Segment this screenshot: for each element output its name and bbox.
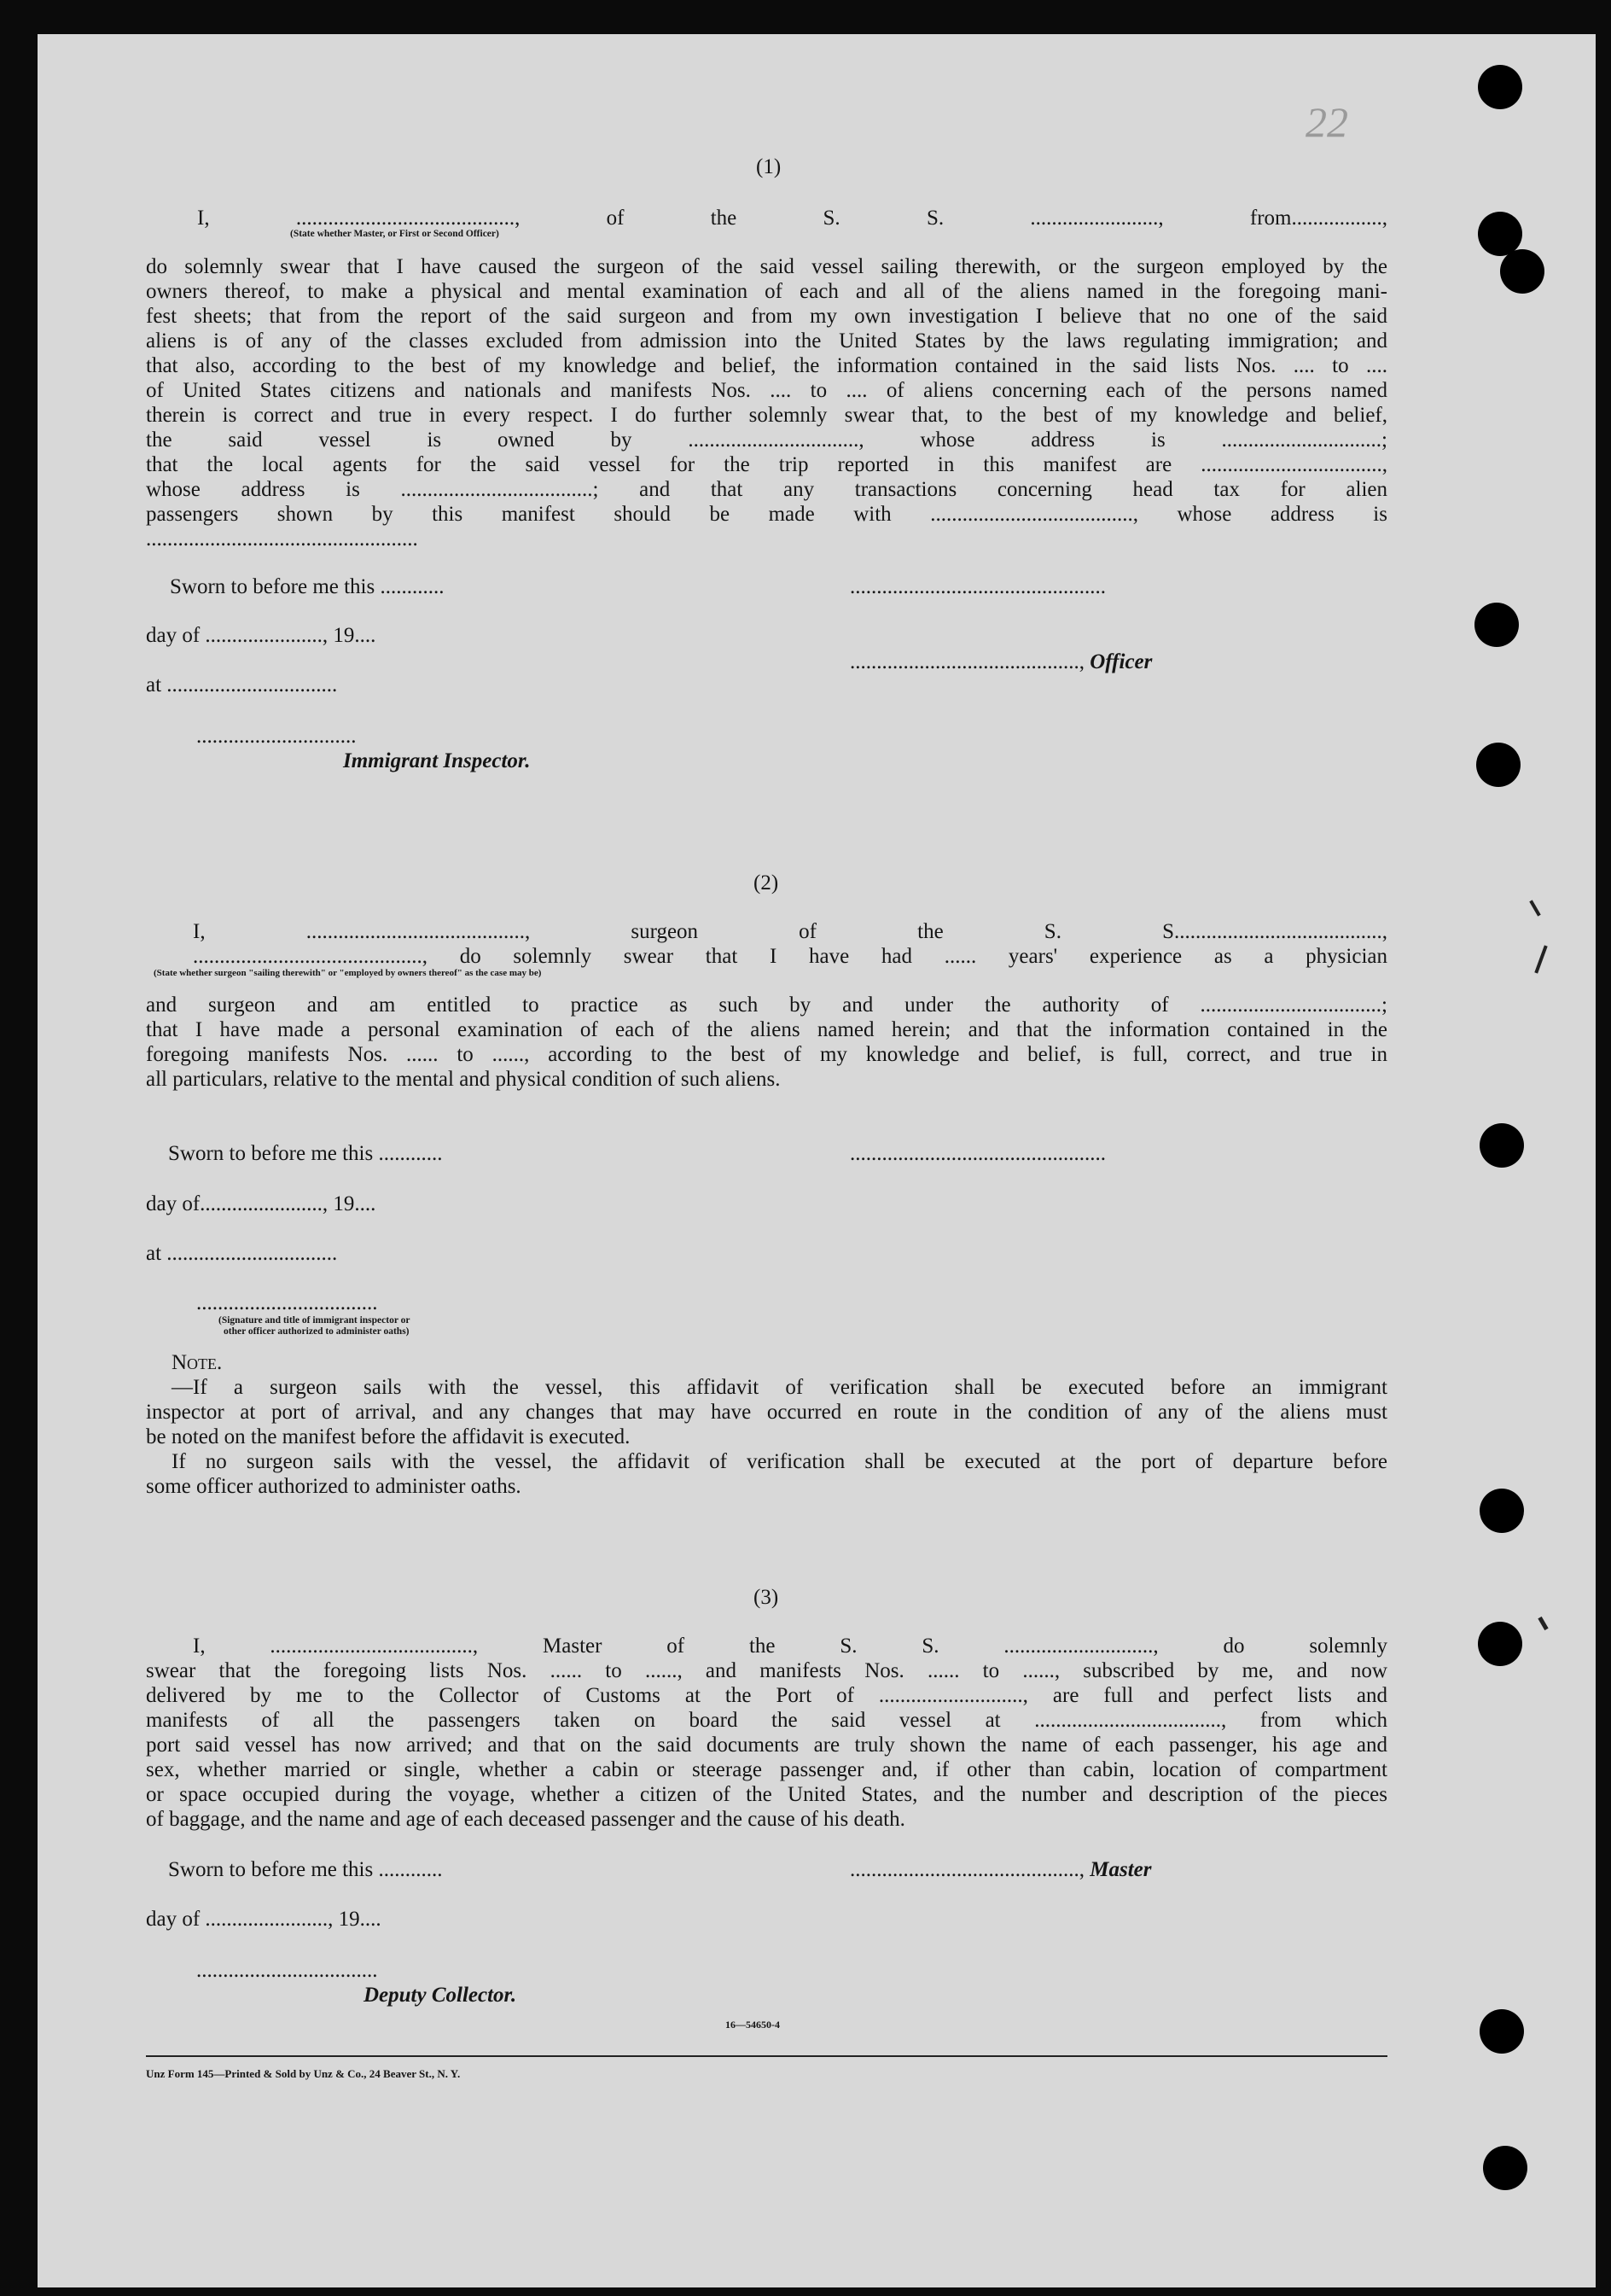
sworn-line: Sworn to before me this ............ (168, 1858, 443, 1881)
body-line: of baggage, and the name and age of each deceased passenger and the cause of his death. (146, 1808, 905, 1831)
punch-hole (1478, 1622, 1522, 1666)
note-line: If no surgeon sails with the vessel, the affidavit of verification shall be executed at the port of departure before (172, 1450, 1387, 1473)
signature-note-2: other officer authorized to administer oaths) (224, 1326, 410, 1337)
section-1-lead (146, 206, 1387, 230)
body-line: or space occupied during the voyage, whether a citizen of the United States, and the number and description of the pieces (146, 1783, 1387, 1806)
body-line: do solemnly swear that I have caused the surgeon of the said vessel sailing therewith, or the surgeon employed by the (146, 255, 1387, 278)
signature-dots: .................................. (196, 1959, 378, 1982)
body-line: ................................................... (146, 527, 418, 551)
body-line: that the local agents for the said vessel for the trip reported in this manifest are .................................., (146, 453, 1387, 476)
footer-rule (146, 2055, 1387, 2057)
page-mark: 22 (1306, 98, 1348, 146)
footer-imprint: Unz Form 145—Printed & Sold by Unz & Co., 24 Beaver St., N. Y. (146, 2067, 461, 2080)
punch-hole (1474, 603, 1519, 647)
signature-dots: .............................. (196, 725, 357, 748)
officer-dots: ..........................................., (850, 650, 1090, 673)
body-line: foregoing manifests Nos. ...... to ......, according to the best of my knowledge and belief, is full, correct, and true in (146, 1043, 1387, 1066)
sworn-line: Sworn to before me this ............ (168, 1142, 443, 1165)
section-2-note: (State whether surgeon "sailing therewith" or "employed by owners thereof" as the case may be) (154, 968, 542, 978)
section-2-line1: I, ........................................., surgeon of the S. S......................................., (193, 920, 1387, 943)
punch-hole (1480, 1489, 1524, 1533)
section-1-lead-line: I, ........................................., of the S. S. ........................, from................., (197, 207, 1387, 230)
body-line: and surgeon and am entitled to practice as such by and under the authority of ..................................; (146, 994, 1387, 1017)
master-dots: ..........................................., (850, 1858, 1090, 1881)
note-line: be noted on the manifest before the affidavit is executed. (146, 1425, 631, 1448)
body-line: manifests of all the passengers taken on board the said vessel at ..................................., from which (146, 1709, 1387, 1732)
body-line: sex, whether married or single, whether a cabin or steerage passenger and, if other than cabin, location of compartment (146, 1758, 1387, 1781)
body-line: fest sheets; that from the report of the said surgeon and from my own investigation I believe that no one of the said (146, 305, 1387, 328)
right-signature-dots: ................................................ (850, 575, 1106, 598)
at-line: at ................................ (146, 1242, 338, 1265)
punch-hole (1480, 1123, 1524, 1168)
section-1-number: (1) (756, 155, 782, 178)
section-2-lead (146, 919, 1387, 969)
note-line (146, 1350, 1387, 1400)
section-2-line2: ..........................................., do solemnly swear that I have had ...... years' experience as a physician (193, 945, 1387, 968)
body-line: whose address is ....................................; and that any transactions concerning head tax for alien (146, 478, 1387, 501)
section-2-note-paragraph (146, 1350, 1387, 1499)
section-3-body (146, 1634, 1387, 1832)
section-2-body (146, 993, 1387, 1092)
print-code: 16—54650-4 (725, 2019, 780, 2031)
day-line: day of ......................., 19.... (146, 1908, 381, 1931)
sworn-line: Sworn to before me this ............ (170, 575, 445, 598)
note-text: —If a surgeon sails with the vessel, this affidavit of verification shall be executed before an immigrant (172, 1376, 1387, 1399)
body-line: all particulars, relative to the mental and physical condition of such aliens. (146, 1068, 781, 1091)
at-line: at ................................ (146, 673, 338, 696)
section-1-lead-note: (State whether Master, or First or Second Officer) (290, 229, 499, 239)
immigrant-inspector-title: Immigrant Inspector. (343, 749, 531, 772)
body-line: owners thereof, to make a physical and mental examination of each and all of the aliens named in the foregoing mani- (146, 280, 1387, 303)
day-line: day of......................., 19.... (146, 1192, 376, 1215)
punch-hole (1500, 249, 1544, 294)
master-title: Master (1090, 1858, 1152, 1881)
body-line: therein is correct and true in every respect. I do further solemnly swear that, to the best of my knowledge and belief, (146, 404, 1387, 427)
body-line: I, ......................................, Master of the S. S. ............................, do solemnly (193, 1635, 1387, 1658)
section-3-number: (3) (753, 1586, 779, 1609)
body-line: delivered by me to the Collector of Customs at the Port of ..........................., are full and perfect lists and (146, 1684, 1387, 1707)
body-line: swear that the foregoing lists Nos. ...... to ......, and manifests Nos. ...... to ......, subscribed by me, and now (146, 1659, 1387, 1682)
note-line: inspector at port of arrival, and any changes that may have occurred en route in the condition of any of the aliens must (146, 1401, 1387, 1424)
body-line: passengers shown by this manifest should be made with ......................................, whose address is (146, 503, 1387, 526)
punch-hole (1483, 2146, 1527, 2190)
officer-line (850, 650, 1152, 674)
punch-hole (1476, 743, 1521, 787)
body-line: that also, according to the best of my knowledge and belief, the information contained in the said lists Nos. .... to .... (146, 354, 1387, 377)
body-line: that I have made a personal examination of each of the aliens named herein; and that the information contained in the (146, 1018, 1387, 1041)
officer-title: Officer (1090, 650, 1153, 673)
deputy-collector-title: Deputy Collector. (363, 1984, 517, 2007)
right-signature-dots: ................................................ (850, 1142, 1106, 1165)
punch-hole (1478, 65, 1522, 109)
signature-note-1: (Signature and title of immigrant inspector or (218, 1315, 410, 1326)
body-line: the said vessel is owned by ................................, whose address is ..............................; (146, 428, 1387, 452)
day-line: day of ......................, 19.... (146, 624, 376, 647)
section-1-body (146, 254, 1387, 551)
section-2-number: (2) (753, 871, 779, 895)
body-line: port said vessel has now arrived; and that on the said documents are truly shown the name of each passenger, his age and (146, 1734, 1387, 1757)
punch-hole (1480, 2009, 1524, 2054)
note-line: some officer authorized to administer oaths. (146, 1475, 521, 1498)
master-line (850, 1857, 1151, 1882)
body-line: aliens is of any of the classes excluded from admission into the United States by the laws regulating immigration; and (146, 329, 1387, 353)
body-line: of United States citizens and nationals and manifests Nos. .... to .... of aliens concerning each of the persons named (146, 379, 1387, 402)
signature-dots: .................................. (196, 1291, 378, 1314)
note-lead: Note. (172, 1351, 223, 1374)
